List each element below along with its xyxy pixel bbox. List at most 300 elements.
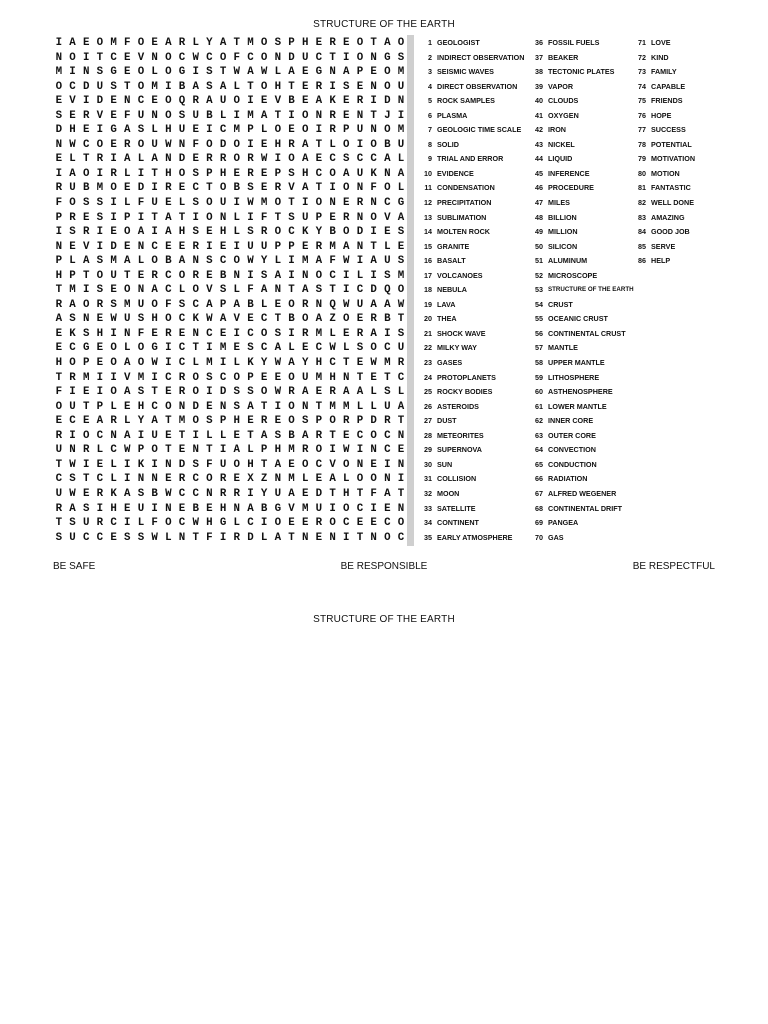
grid-letter: O [165,109,172,122]
grid-letter: C [192,298,199,311]
grid-letter: M [110,37,117,49]
word-list-item [418,312,524,327]
grid-letter: C [329,269,336,282]
word-number: 84 [638,227,646,237]
grid-letter: A [384,487,391,500]
grid-letter: I [219,357,227,370]
grid-letter: W [110,313,117,326]
word-list-item [632,65,695,80]
grid-letter: S [55,531,63,544]
grid-letter: C [247,51,254,64]
grid-letter: A [260,284,268,297]
grid-row [52,327,408,342]
grid-letter: V [124,371,131,384]
word-label: MOTION [651,168,680,178]
grid-letter: N [329,66,336,79]
grid-letter: E [82,124,90,137]
grid-letter: T [329,51,336,64]
grid-letter: F [192,138,199,151]
grid-letter: E [219,240,227,253]
grid-letter: F [329,255,336,268]
grid-letter: B [233,182,241,195]
grid-letter: N [397,502,405,515]
grid-letter: R [219,487,227,500]
grid-letter: T [343,357,350,370]
grid-letter: E [192,153,199,166]
grid-letter: Z [260,473,268,486]
grid-letter: E [315,153,323,166]
grid-letter: R [343,415,350,428]
word-label: POTENTIAL [651,139,692,149]
grid-letter: O [233,458,241,471]
grid-letter: U [69,182,76,195]
grid-row [52,94,408,109]
grid-letter: S [397,327,405,340]
grid-letter: R [288,138,295,151]
grid-letter: G [110,124,117,137]
grid-row [52,225,408,240]
grid-letter: I [233,197,241,210]
grid-letter: I [343,284,350,297]
grid-letter: E [69,240,76,253]
grid-letter: O [384,66,391,79]
grid-letter: A [206,95,213,108]
word-list-item [418,472,524,487]
word-label: AMAZING [651,212,685,222]
word-number: 26 [424,401,432,411]
word-number: 10 [424,168,432,178]
word-label: INNER CORE [548,416,594,426]
word-list-item [632,181,695,196]
word-label: MILLION [548,227,578,237]
grid-letter: W [343,298,350,311]
grid-letter: C [315,51,323,64]
grid-letter: I [397,473,405,486]
grid-letter: E [260,167,268,180]
grid-letter: D [110,240,117,253]
grid-letter: D [384,95,391,108]
grid-letter: C [206,51,213,64]
grid-letter: S [55,109,63,122]
word-list-item [418,36,524,51]
grid-letter: A [288,357,295,370]
grid-letter: W [233,66,241,79]
grid-letter: U [247,240,254,253]
grid-letter: N [343,371,350,384]
word-label: GAS [548,532,564,542]
grid-letter: E [178,502,186,515]
grid-letter: T [206,182,213,195]
word-number: 56 [535,328,543,338]
grid-letter: D [192,400,199,413]
word-label: CLOUDS [548,96,579,106]
grid-letter: E [178,182,186,195]
grid-letter: M [110,255,117,268]
grid-letter: A [165,37,172,49]
grid-letter: S [69,517,76,530]
grid-letter: M [343,400,350,413]
grid-letter: C [165,269,172,282]
word-label: CONTINENTAL DRIFT [548,503,622,513]
grid-letter: M [82,371,90,384]
grid-letter: U [137,109,145,122]
grid-letter: C [247,517,254,530]
grid-letter: C [96,429,104,442]
grid-letter: N [329,197,336,210]
grid-letter: D [137,182,145,195]
grid-letter: O [137,80,145,93]
grid-letter: T [370,240,377,253]
grid-letter: O [165,51,172,64]
grid-letter: N [165,153,172,166]
grid-letter: E [82,386,90,399]
grid-letter: W [151,357,158,370]
grid-letter: S [124,531,131,544]
word-list-item [418,211,524,226]
grid-letter: A [343,167,350,180]
word-list-item [529,225,634,240]
grid-letter: I [219,531,227,544]
grid-letter: G [151,342,158,355]
word-label: CONTINENTAL CRUST [548,328,626,338]
grid-row [52,385,408,400]
grid-letter: C [178,51,186,64]
grid-letter: R [178,473,186,486]
word-label: PRECIPITATION [437,198,492,208]
grid-letter: E [343,197,350,210]
grid-letter: O [274,226,282,239]
grid-letter: E [110,109,117,122]
grid-letter: U [110,269,117,282]
grid-letter: V [69,95,76,108]
grid-letter: H [301,167,309,180]
word-list-item [529,341,634,356]
word-list-item [529,502,634,517]
word-list-item [418,400,524,415]
grid-letter: S [247,226,254,239]
grid-letter: T [315,182,323,195]
grid-letter: F [55,386,63,399]
word-number: 8 [428,139,432,149]
grid-letter: O [192,415,199,428]
word-list-item [632,240,695,255]
word-number: 16 [424,256,432,266]
grid-letter: R [178,386,186,399]
grid-letter: K [247,357,254,370]
grid-letter: V [233,313,241,326]
grid-letter: P [315,211,323,224]
grid-letter: S [192,226,199,239]
grid-letter: A [192,80,199,93]
grid-letter: Q [329,298,336,311]
word-list-item [632,109,695,124]
grid-letter: O [96,269,104,282]
grid-letter: C [397,371,405,384]
grid-letter: C [178,487,186,500]
grid-letter: I [384,327,391,340]
word-number: 55 [535,314,543,324]
grid-letter: H [301,37,309,49]
word-label: PANGEA [548,518,579,528]
footer-be-safe: BE SAFE [53,561,96,572]
grid-letter: M [315,327,323,340]
grid-letter: P [124,211,131,224]
word-list-item [418,531,524,546]
grid-letter: S [192,458,199,471]
grid-letter: A [301,284,309,297]
word-number: 31 [424,474,432,484]
grid-letter: N [370,124,377,137]
grid-letter: G [178,66,186,79]
grid-letter: S [110,298,117,311]
grid-letter: P [55,255,63,268]
grid-letter: T [370,109,377,122]
grid-letter: V [288,502,295,515]
grid-letter: R [178,37,186,49]
grid-letter: O [315,269,323,282]
grid-letter: I [315,124,323,137]
grid-letter: P [137,444,145,457]
grid-letter: U [301,371,309,384]
grid-letter: O [192,386,199,399]
grid-letter: A [137,226,145,239]
grid-letter: N [82,313,90,326]
grid-letter: K [329,95,336,108]
grid-letter: U [192,109,199,122]
word-number: 7 [428,125,432,135]
grid-letter: T [288,80,295,93]
grid-letter: N [233,502,241,515]
grid-letter: I [247,487,254,500]
grid-letter: O [96,138,104,151]
grid-letter: E [343,109,350,122]
grid-letter: W [192,51,199,64]
grid-letter: N [165,502,172,515]
grid-letter: A [151,284,158,297]
word-label: BILLION [548,212,577,222]
grid-letter: I [165,357,172,370]
grid-letter: O [397,37,405,49]
grid-letter: F [206,458,213,471]
grid-letter: C [137,95,145,108]
word-list-item [529,443,634,458]
grid-letter: C [329,357,336,370]
grid-letter: O [370,342,377,355]
grid-row [52,283,408,298]
word-number: 74 [638,81,646,91]
grid-letter: O [110,386,117,399]
word-list-item [418,123,524,138]
grid-letter: I [233,240,241,253]
grid-letter: G [397,197,405,210]
grid-letter: I [301,197,309,210]
word-label: IRON [548,125,566,135]
grid-letter: E [110,531,117,544]
grid-letter: I [370,226,377,239]
word-label: MOLTEN ROCK [437,227,490,237]
grid-letter: C [178,313,186,326]
grid-letter: I [247,269,254,282]
grid-letter: M [397,66,405,79]
grid-letter: N [124,327,131,340]
grid-letter: U [219,95,227,108]
grid-letter: N [82,66,90,79]
grid-letter: E [384,226,391,239]
word-list-item [418,196,524,211]
grid-letter: I [397,109,405,122]
grid-letter: S [219,284,227,297]
word-list-item [632,123,695,138]
grid-letter: E [55,415,63,428]
grid-letter: C [397,531,405,544]
grid-letter: R [192,95,199,108]
grid-letter: M [397,124,405,137]
grid-letter: V [82,240,90,253]
grid-letter: C [82,138,90,151]
grid-letter: A [69,298,76,311]
grid-letter: U [137,298,145,311]
grid-letter: C [315,342,323,355]
grid-letter: K [137,458,145,471]
grid-letter: T [274,313,282,326]
grid-letter: I [137,167,145,180]
grid-letter: I [69,429,76,442]
grid-letter: R [329,37,336,49]
word-label: UPPER MANTLE [548,358,605,368]
word-list-item [418,181,524,196]
grid-letter: N [178,138,186,151]
grid-letter: N [151,473,158,486]
grid-letter: O [260,51,268,64]
grid-letter: A [69,502,76,515]
grid-letter: H [219,167,227,180]
grid-letter: I [356,444,364,457]
grid-letter: O [343,138,350,151]
grid-letter: I [288,255,295,268]
grid-letter: I [96,124,104,137]
grid-letter: I [192,429,199,442]
grid-letter: O [82,167,90,180]
grid-letter: S [206,255,213,268]
grid-letter: U [274,487,282,500]
grid-letter: H [219,226,227,239]
grid-letter: A [370,327,377,340]
word-number: 77 [638,125,646,135]
grid-letter: O [192,371,199,384]
grid-letter: A [247,66,254,79]
grid-letter: O [55,80,63,93]
grid-letter: A [315,255,323,268]
grid-letter: L [233,80,241,93]
grid-letter: T [356,487,364,500]
grid-letter: A [397,211,405,224]
grid-row [52,211,408,226]
word-label: MOON [437,488,460,498]
grid-letter: F [124,37,131,49]
grid-letter: O [219,182,227,195]
grid-letter: O [151,255,158,268]
grid-letter: C [110,517,117,530]
grid-letter: H [165,167,172,180]
grid-letter: A [124,429,131,442]
word-list-item [418,240,524,255]
word-label: MILKY WAY [437,343,477,353]
grid-row [52,269,408,284]
grid-letter: U [397,138,405,151]
word-label: SUBLIMATION [437,212,487,222]
word-list-item [632,167,695,182]
word-label: KIND [651,52,669,62]
grid-letter: M [124,298,131,311]
grid-letter: O [274,197,282,210]
grid-letter: R [165,182,172,195]
grid-letter: R [151,269,158,282]
word-list-item [632,94,695,109]
grid-letter: N [219,211,227,224]
grid-letter: E [151,37,158,49]
grid-letter: B [165,255,172,268]
grid-letter: T [96,51,104,64]
grid-letter: R [315,80,323,93]
word-label: SHOCK WAVE [437,328,486,338]
grid-letter: O [370,138,377,151]
grid-letter: O [260,386,268,399]
word-list-item [529,312,634,327]
grid-letter: T [151,386,158,399]
grid-letter: I [192,211,199,224]
grid-letter: O [124,226,131,239]
grid-letter: D [370,415,377,428]
grid-letter: R [329,124,336,137]
grid-row [52,443,408,458]
word-list-item [529,181,634,196]
grid-letter: E [178,444,186,457]
word-number: 39 [535,81,543,91]
grid-letter: I [343,531,350,544]
grid-letter: A [288,66,295,79]
grid-letter: S [233,400,241,413]
grid-letter: E [343,327,350,340]
grid-letter: R [96,153,104,166]
grid-letter: B [384,138,391,151]
grid-row [52,341,408,356]
word-list-item [529,254,634,269]
grid-letter: R [329,386,336,399]
grid-letter: M [384,357,391,370]
word-list-item [632,254,695,269]
grid-letter: L [219,429,227,442]
word-label: BEAKER [548,52,579,62]
grid-letter: Y [260,255,268,268]
grid-letter: I [82,458,90,471]
grid-letter: P [247,124,254,137]
grid-letter: L [192,357,199,370]
grid-letter: R [301,444,309,457]
word-list-column-2 [529,36,634,545]
grid-letter: M [288,473,295,486]
grid-letter: I [96,386,104,399]
grid-letter: I [151,226,158,239]
word-label: RADIATION [548,474,588,484]
grid-letter: G [274,502,282,515]
grid-letter: C [329,153,336,166]
word-number: 5 [428,96,432,106]
word-list-item [529,123,634,138]
grid-letter: T [124,269,131,282]
grid-letter: A [124,487,131,500]
grid-letter: I [110,153,117,166]
grid-letter: L [192,37,199,49]
